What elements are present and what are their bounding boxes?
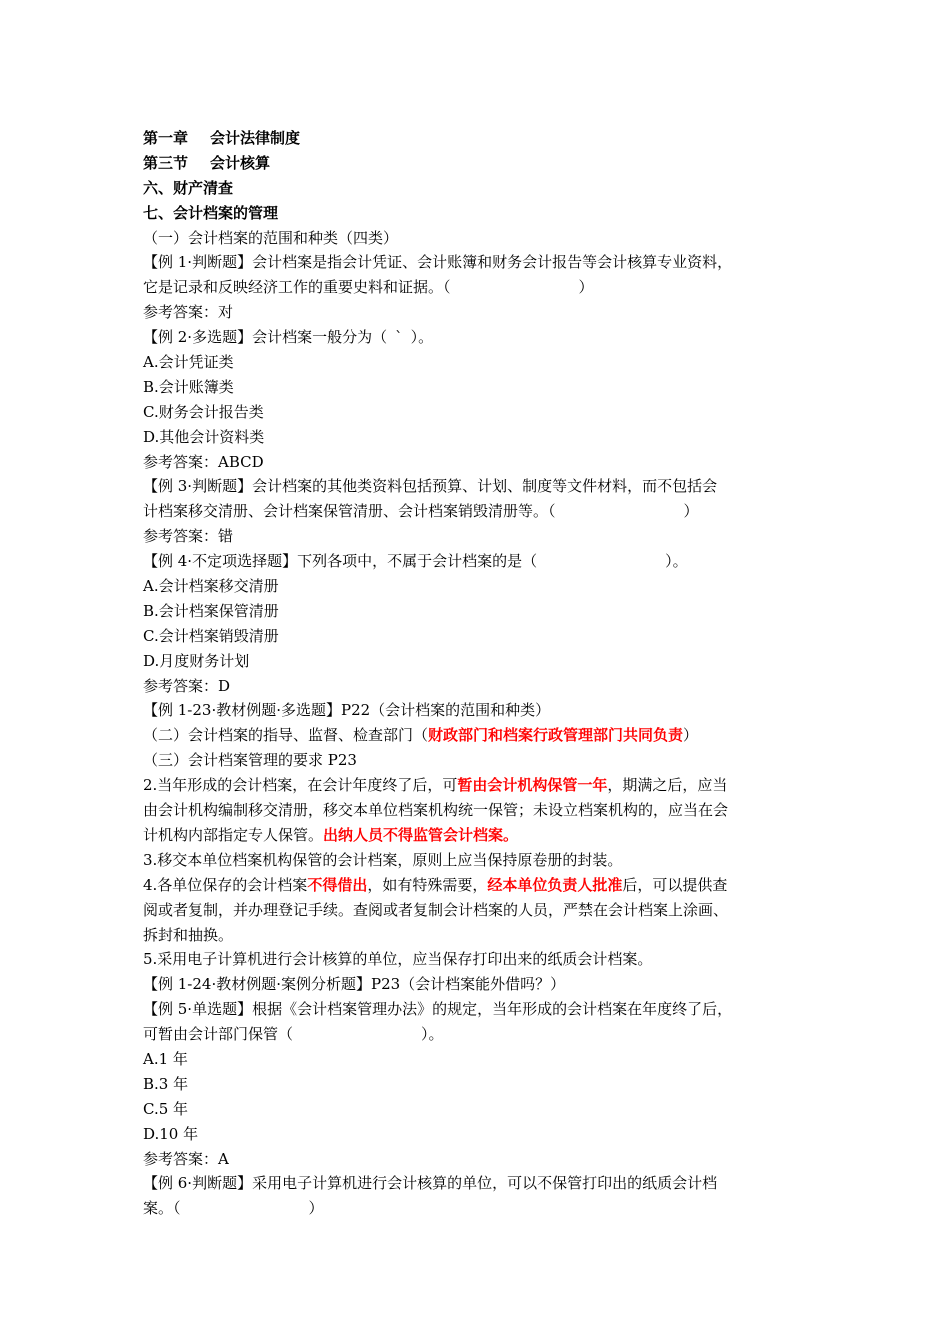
example-2-answer: 参考答案：ABCD — [143, 452, 264, 471]
section-heading — [143, 151, 823, 176]
example-6-text-a: 采用电子计算机进行会计核算的单位，可以不保管打印出的纸质会计档 — [252, 1174, 718, 1193]
example-2-option-a: A.会计凭证类 — [143, 353, 234, 372]
example-2-question — [143, 325, 823, 350]
example-1-line-2 — [143, 275, 823, 300]
example-2-mark: ` — [395, 328, 403, 347]
requirement-2-highlight-1: 暂由会计机构保管一年 — [457, 776, 608, 795]
example-4-close: ）。 — [665, 552, 688, 571]
section-title: 会计核算 — [210, 153, 271, 172]
requirement-4-line-2: 阅或者复制，并办理登记手续。查阅或者复制会计档案的人员，严禁在会计档案上涂画、 — [143, 900, 729, 919]
chapter-number: 第一章 — [143, 129, 189, 147]
requirement-4-highlight-1: 不得借出 — [307, 875, 368, 894]
example-2-label: 【例 2·多选题】 — [143, 328, 253, 347]
example-6-label: 【例 6·判断题】 — [143, 1174, 253, 1193]
example-3-text-b: 计档案移交清册、会计档案保管清册、会计档案销毁清册等。（ — [143, 502, 556, 521]
example-5-answer: 参考答案：A — [143, 1149, 229, 1168]
example-1-close: ） — [578, 278, 594, 297]
example-5-text-b: 可暂由会计部门保管（ — [143, 1025, 294, 1044]
example-6-text-b: 案。（ — [143, 1199, 181, 1218]
example-5-option-b: B.3 年 — [143, 1074, 189, 1093]
example-3-line-1 — [143, 474, 823, 499]
requirement-5: 5.采用电子计算机进行会计核算的单位，应当保存打印出来的纸质会计档案。 — [143, 950, 653, 969]
document-page — [143, 126, 823, 1221]
example-5-text-a: 根据《会计档案管理办法》的规定，当年形成的会计档案在年度终了后， — [252, 1000, 733, 1019]
requirement-4-text-b: ，如有特殊需要， — [367, 875, 488, 894]
requirement-2-line-1 — [143, 773, 823, 798]
requirement-2-highlight-2: 出纳人员不得监管会计档案。 — [323, 825, 519, 844]
example-1-23: 【例 1-23·教材例题·多选题】P22（会计档案的范围和种类） — [143, 701, 551, 720]
example-5-option-c: C.5 年 — [143, 1099, 189, 1118]
example-1-24: 【例 1-24·教材例题·案例分析题】P23（会计档案能外借吗？） — [143, 975, 566, 994]
chapter-heading — [143, 126, 823, 151]
example-1-text-a: 会计档案是指会计凭证、会计账簿和财务会计报告等会计核算专业资料， — [252, 253, 733, 272]
requirement-4-text-a: 4.各单位保存的会计档案 — [143, 875, 308, 894]
example-3-line-2 — [143, 499, 823, 524]
requirement-4-line-3: 拆封和抽换。 — [143, 925, 234, 944]
example-6-close: ） — [308, 1199, 324, 1218]
requirement-2-text-d: 计机构内部指定专人保管。 — [143, 825, 324, 844]
subheading-7: 七、会计档案的管理 — [143, 203, 279, 222]
example-5-line-2 — [143, 1022, 823, 1047]
example-1-text-b: 它是记录和反映经济工作的重要史料和证据。（ — [143, 278, 451, 297]
requirement-2-line-3 — [143, 823, 823, 848]
requirement-2-text-b: ，期满之后，应当 — [607, 776, 728, 795]
section-number: 第三节 — [143, 153, 189, 172]
part2-highlight: 财政部门和档案行政管理部门共同负责 — [428, 726, 684, 745]
example-1-line-1 — [143, 250, 823, 275]
part2-line — [143, 723, 823, 748]
chapter-title: 会计法律制度 — [210, 129, 301, 147]
example-3-text-a: 会计档案的其他类资料包括预算、计划、制度等文件材料，而不包括会 — [252, 477, 718, 496]
requirement-4-line-1 — [143, 873, 823, 898]
example-4-label: 【例 4·不定项选择题】 — [143, 552, 298, 571]
example-1-answer: 参考答案：对 — [143, 303, 234, 322]
example-5-label: 【例 5·单选题】 — [143, 1000, 253, 1019]
requirement-4-text-c: 后，可以提供查 — [622, 875, 728, 894]
example-2-option-d: D.其他会计资料类 — [143, 427, 265, 446]
requirement-2-text-a: 2.当年形成的会计档案，在会计年度终了后，可 — [143, 776, 458, 795]
requirement-2-line-2: 由会计机构编制移交清册，移交本单位档案机构统一保管；未设立档案机构的，应当在会 — [143, 801, 729, 820]
part3-title: （三）会计档案管理的要求 P23 — [143, 751, 357, 770]
example-5-option-d: D.10 年 — [143, 1124, 199, 1143]
subheading-6: 六、财产清查 — [143, 178, 234, 197]
example-4-option-b: B.会计档案保管清册 — [143, 601, 279, 620]
example-1-label: 【例 1·判断题】 — [143, 253, 253, 272]
example-2-close: ）。 — [410, 328, 434, 347]
example-3-label: 【例 3·判断题】 — [143, 477, 253, 496]
example-6-line-1 — [143, 1171, 823, 1196]
example-5-option-a: A.1 年 — [143, 1049, 188, 1068]
example-6-line-2 — [143, 1196, 823, 1221]
example-5-line-1 — [143, 997, 823, 1022]
example-4-option-d: D.月度财务计划 — [143, 651, 250, 670]
example-4-option-c: C.会计档案销毁清册 — [143, 626, 279, 645]
example-2-text: 会计档案一般分为（ — [252, 328, 388, 347]
part2-close: ） — [683, 726, 699, 745]
example-4-option-a: A.会计档案移交清册 — [143, 577, 279, 596]
part2-text: （二）会计档案的指导、监督、检查部门（ — [143, 726, 429, 745]
example-3-answer: 参考答案：错 — [143, 527, 234, 546]
requirement-3: 3.移交本单位档案机构保管的会计档案，原则上应当保持原卷册的封装。 — [143, 850, 623, 869]
part1-title: （一）会计档案的范围和种类（四类） — [143, 228, 399, 247]
example-2-option-c: C.财务会计报告类 — [143, 402, 264, 421]
example-4-text: 下列各项中，不属于会计档案的是（ — [297, 552, 538, 571]
example-4-question — [143, 549, 823, 574]
example-2-option-b: B.会计账簿类 — [143, 377, 234, 396]
example-3-close: ） — [683, 502, 699, 521]
example-5-close: ）。 — [421, 1025, 444, 1044]
example-4-answer: 参考答案：D — [143, 676, 231, 695]
requirement-4-highlight-2: 经本单位负责人批准 — [487, 875, 623, 894]
